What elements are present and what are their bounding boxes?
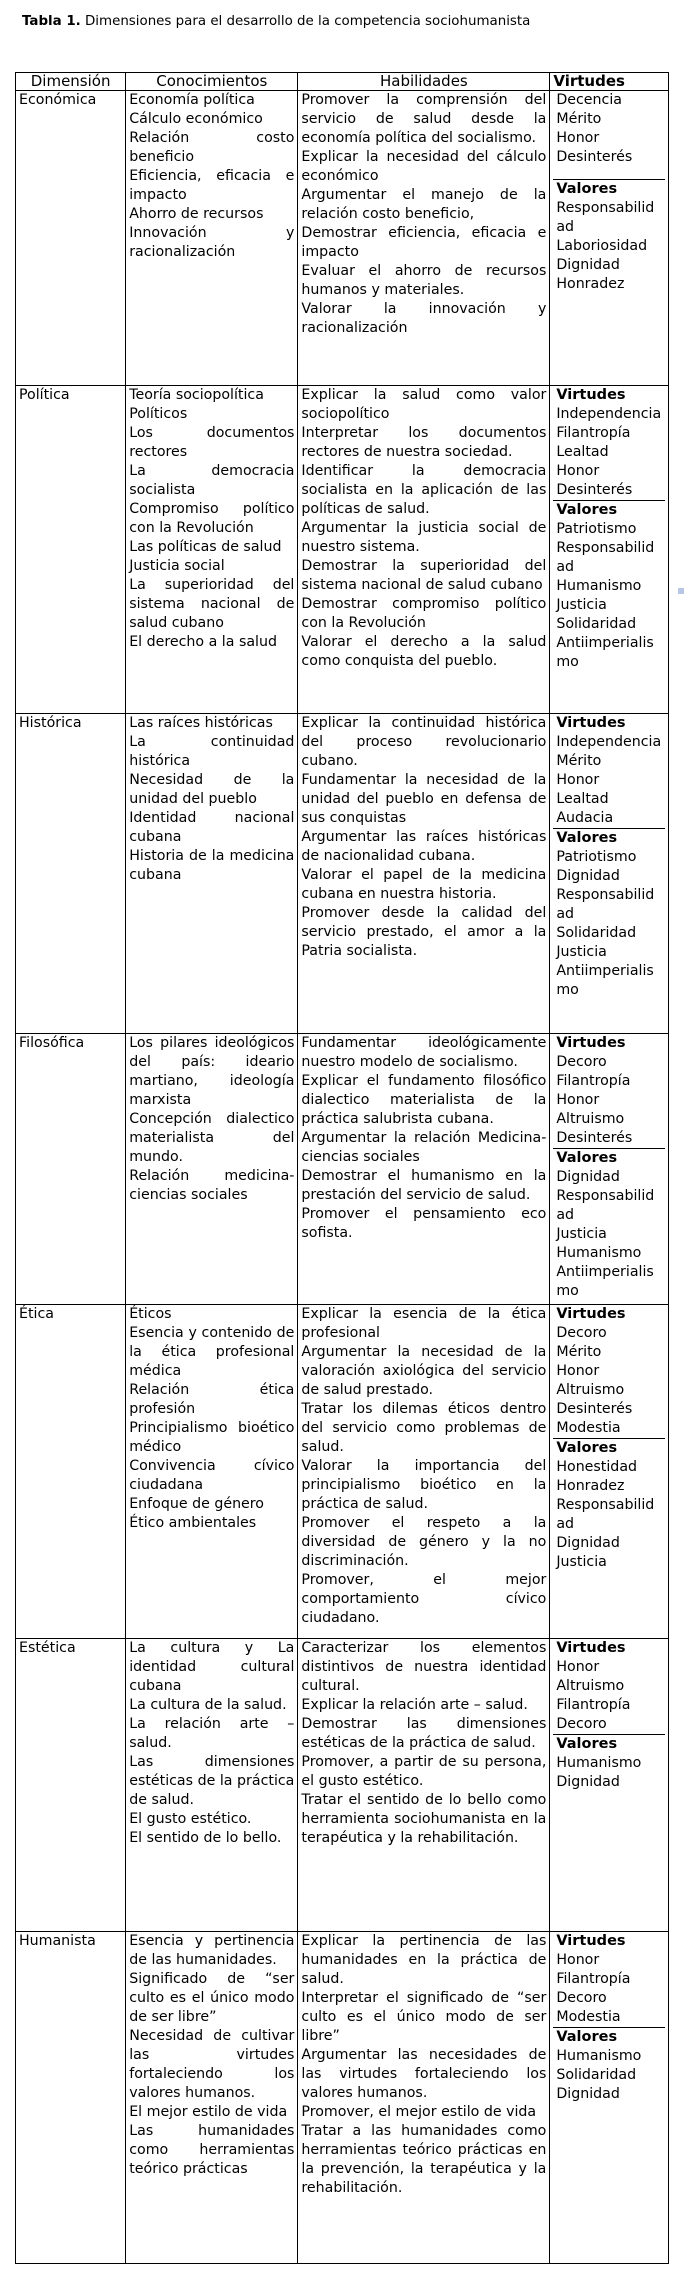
conocimientos-item: Relación medicina-ciencias sociales <box>129 1168 295 1203</box>
habilidades-item: Tratar el sentido de lo bello como herramienta sociohumanista en la terapéutica y la rehabilitación. <box>301 1792 547 1846</box>
habilidades-item: Demostrar eficiencia, eficacia e impacto <box>301 225 547 260</box>
habilidades-cell <box>298 1932 550 2264</box>
conocimientos-item: Ético ambientales <box>129 1515 257 1531</box>
habilidades-item: Argumentar la relación Medicina-ciencias sociales <box>301 1130 547 1165</box>
table-row <box>16 91 669 386</box>
virtude-item: Honor <box>556 1363 600 1379</box>
valore-item: Solidaridad <box>556 2067 637 2083</box>
dimension-cell: Histórica <box>16 714 126 1034</box>
virtudes-valores-cell <box>550 386 669 714</box>
virtudes-heading: Virtudes <box>556 1035 626 1051</box>
virtudes-heading: Virtudes <box>556 715 626 731</box>
conocimientos-item: Cálculo económico <box>129 111 263 127</box>
valore-item: Antiimperialismo <box>556 963 654 998</box>
conocimientos-item: Principialismo bioético médico <box>129 1420 295 1455</box>
conocimientos-item: Los documentos rectores <box>129 425 295 460</box>
habilidades-item: Promover el pensamiento eco sofista. <box>301 1206 547 1241</box>
habilidades-item: Explicar la esencia de la ética profesional <box>301 1306 547 1341</box>
habilidades-item: Explicar la salud como valor sociopolítico <box>301 387 547 422</box>
conocimientos-item: Teoría sociopolítica <box>129 387 264 403</box>
valores-heading: Valores <box>556 2029 618 2045</box>
conocimientos-item: El gusto estético. <box>129 1811 252 1827</box>
valores-section <box>553 179 665 294</box>
conocimientos-item: Esencia y pertinencia de las humanidades. <box>129 1933 295 1968</box>
conocimientos-item: Eficiencia, eficacia e impacto <box>129 168 295 203</box>
conocimientos-item: Las dimensiones estéticas de la práctica de salud. <box>129 1754 295 1808</box>
habilidades-item: Interpretar los documentos rectores de nuestra sociedad. <box>301 425 547 460</box>
caption-text: Dimensiones para el desarrollo de la competencia sociohumanista <box>85 14 531 29</box>
habilidades-cell <box>298 1639 550 1932</box>
virtude-item: Mérito <box>556 1344 602 1360</box>
dimension-cell: Filosófica <box>16 1034 126 1305</box>
valores-section <box>553 1734 665 1792</box>
virtude-item: Altruismo <box>556 1382 625 1398</box>
valore-item: Laboriosidad <box>556 238 648 254</box>
virtude-item: Honor <box>556 1952 600 1968</box>
virtude-item: Desinterés <box>556 1130 633 1146</box>
virtude-item: Lealtad <box>556 444 609 460</box>
conocimientos-item: El sentido de lo bello. <box>129 1830 282 1846</box>
virtude-item: Filantropía <box>556 1971 631 1987</box>
virtude-item: Mérito <box>556 753 602 769</box>
valore-item: Justicia <box>556 1226 607 1242</box>
valores-heading: Valores <box>556 502 618 518</box>
dimension-cell: Ética <box>16 1305 126 1639</box>
habilidades-item: Valorar el derecho a la salud como conquista del pueblo. <box>301 634 547 669</box>
dimension-cell: Económica <box>16 91 126 386</box>
virtude-item: Honor <box>556 1659 600 1675</box>
habilidades-item: Demostrar las dimensiones estéticas de la práctica de salud. <box>301 1716 547 1751</box>
habilidades-item: Valorar la importancia del principialismo bioético en la práctica de salud. <box>301 1458 547 1512</box>
virtude-item: Desinterés <box>556 149 633 165</box>
conocimientos-item: La continuidad histórica <box>129 734 295 769</box>
header-virtudes: Virtudes <box>550 73 669 91</box>
table-caption <box>22 14 622 30</box>
valores-section <box>553 1148 665 1301</box>
conocimientos-item: Necesidad de cultivar las virtudes fortaleciendo los valores humanos. <box>129 2028 295 2101</box>
conocimientos-cell <box>126 1305 298 1639</box>
habilidades-cell <box>298 91 550 386</box>
conocimientos-item: Esencia y contenido de la ética profesional médica <box>129 1325 295 1379</box>
virtudes-valores-cell <box>550 1639 669 1932</box>
conocimientos-item: La cultura y La identidad cultural cubana <box>129 1640 295 1694</box>
valore-item: Antiimperialismo <box>556 635 654 670</box>
valore-item: Dignidad <box>556 2086 620 2102</box>
conocimientos-item: El mejor estilo de vida <box>129 2104 288 2120</box>
habilidades-item: Promover, el mejor estilo de vida <box>301 2104 537 2120</box>
conocimientos-item: Las humanidades como herramientas teórico prácticas <box>129 2123 295 2177</box>
virtude-item: Decoro <box>556 1054 607 1070</box>
valore-item: Dignidad <box>556 1774 620 1790</box>
valore-item: Justicia <box>556 1554 607 1570</box>
virtude-item: Decencia <box>556 92 622 108</box>
conocimientos-item: Enfoque de género <box>129 1496 264 1512</box>
habilidades-item: Identificar la democracia socialista en la aplicación de las políticas de salud. <box>301 463 547 517</box>
habilidades-cell <box>298 1305 550 1639</box>
valores-section <box>553 1438 665 1572</box>
virtudes-section <box>553 714 665 828</box>
habilidades-cell <box>298 1034 550 1305</box>
table-row <box>16 1034 669 1305</box>
valore-item: Humanismo <box>556 2048 642 2064</box>
habilidades-item: Demostrar el humanismo en la prestación del servicio de salud. <box>301 1168 547 1203</box>
virtude-item: Modestia <box>556 1420 621 1436</box>
valores-heading: Valores <box>556 181 618 197</box>
valore-item: Honradez <box>556 1478 625 1494</box>
conocimientos-item: Justicia social <box>129 558 225 574</box>
header-habilidades: Habilidades <box>298 73 550 91</box>
conocimientos-item: Economía política <box>129 92 255 108</box>
virtude-item: Honor <box>556 772 600 788</box>
conocimientos-cell <box>126 1639 298 1932</box>
habilidades-item: Tratar a las humanidades como herramientas teórico prácticas en la prevención, la terapéutica y la rehabilitación. <box>301 2123 547 2196</box>
virtude-item: Altruismo <box>556 1678 625 1694</box>
virtudes-heading: Virtudes <box>556 1933 626 1949</box>
virtude-item: Mérito <box>556 111 602 127</box>
valores-section <box>553 2027 665 2104</box>
conocimientos-item: Éticos <box>129 1306 172 1322</box>
virtude-item: Honor <box>556 463 600 479</box>
virtudes-section <box>553 1305 665 1438</box>
habilidades-item: Explicar el fundamento filosófico dialectico materialista de la práctica salubrista cubana. <box>301 1073 547 1127</box>
conocimientos-cell <box>126 714 298 1034</box>
virtude-item: Honor <box>556 130 600 146</box>
conocimientos-item: Convivencia cívico ciudadana <box>129 1458 295 1493</box>
conocimientos-item: Compromiso político con la Revolución <box>129 501 295 536</box>
table-row <box>16 386 669 714</box>
virtude-item: Desinterés <box>556 1401 633 1417</box>
habilidades-item: Fundamentar ideológicamente nuestro modelo de socialismo. <box>301 1035 547 1070</box>
conocimientos-item: El derecho a la salud <box>129 634 277 650</box>
valore-item: Patriotismo <box>556 521 637 537</box>
virtude-item: Filantropía <box>556 1073 631 1089</box>
valore-item: Responsabilidad <box>556 540 655 575</box>
virtudes-valores-cell <box>550 1305 669 1639</box>
conocimientos-item: Las raíces históricas <box>129 715 273 731</box>
valore-item: Humanismo <box>556 1245 642 1261</box>
habilidades-item: Valorar la innovación y racionalización <box>301 301 547 336</box>
habilidades-item: Valorar el papel de la medicina cubana en nuestra historia. <box>301 867 547 902</box>
habilidades-item: Tratar los dilemas éticos dentro del servicio como problemas de salud. <box>301 1401 547 1455</box>
valores-heading: Valores <box>556 1440 618 1456</box>
valore-item: Dignidad <box>556 257 620 273</box>
caption-label: Tabla 1. <box>22 14 81 29</box>
virtudes-section <box>553 1932 665 2027</box>
valores-heading: Valores <box>556 1736 618 1752</box>
valore-item: Justicia <box>556 597 607 613</box>
conocimientos-item: Los pilares ideológicos del país: ideario martiano, ideología marxista <box>129 1035 295 1108</box>
conocimientos-item: Políticos <box>129 406 188 422</box>
valore-item: Humanismo <box>556 578 642 594</box>
valore-item: Dignidad <box>556 1535 620 1551</box>
habilidades-item: Promover, a partir de su persona, el gusto estético. <box>301 1754 547 1789</box>
valore-item: Solidaridad <box>556 925 637 941</box>
habilidades-item: Interpretar el significado de “ser culto es el único modo de ser libre” <box>301 1990 547 2044</box>
virtude-item: Filantropía <box>556 425 631 441</box>
conocimientos-item: Relación ética profesión <box>129 1382 295 1417</box>
conocimientos-cell <box>126 386 298 714</box>
virtudes-valores-cell <box>550 714 669 1034</box>
conocimientos-cell <box>126 1932 298 2264</box>
valore-item: Responsabilidad <box>556 1188 655 1223</box>
habilidades-item: Explicar la relación arte – salud. <box>301 1697 528 1713</box>
valore-item: Patriotismo <box>556 849 637 865</box>
virtude-item: Filantropía <box>556 1697 631 1713</box>
dimension-cell: Estética <box>16 1639 126 1932</box>
habilidades-item: Demostrar compromiso político con la Revolución <box>301 596 547 631</box>
valore-item: Responsabilidad <box>556 887 655 922</box>
habilidades-item: Fundamentar la necesidad de la unidad del pueblo en defensa de sus conquistas <box>301 772 547 826</box>
habilidades-item: Explicar la pertinencia de las humanidades en la práctica de salud. <box>301 1933 547 1987</box>
habilidades-item: Explicar la necesidad del cálculo económico <box>301 149 547 184</box>
header-conocimientos: Conocimientos <box>126 73 298 91</box>
virtudes-section <box>553 1639 665 1734</box>
virtudes-valores-cell <box>550 91 669 386</box>
valores-section <box>553 828 665 1000</box>
valore-item: Responsabilidad <box>556 1497 655 1532</box>
valore-item: Antiimperialismo <box>556 1264 654 1299</box>
virtude-item: Modestia <box>556 2009 621 2025</box>
conocimientos-item: Ahorro de recursos <box>129 206 264 222</box>
valores-section <box>553 500 665 672</box>
table-row <box>16 1932 669 2264</box>
valore-item: Dignidad <box>556 1169 620 1185</box>
header-row <box>16 73 669 91</box>
virtude-item: Decoro <box>556 1990 607 2006</box>
habilidades-item: Demostrar la superioridad del sistema nacional de salud cubano <box>301 558 547 593</box>
dimensions-table <box>15 72 669 2264</box>
virtudes-heading: Virtudes <box>556 1640 626 1656</box>
virtude-item: Altruismo <box>556 1111 625 1127</box>
conocimientos-item: Identidad nacional cubana <box>129 810 295 845</box>
conocimientos-item: Innovación y racionalización <box>129 225 295 260</box>
dimension-cell: Política <box>16 386 126 714</box>
virtude-item: Independencia <box>556 734 662 750</box>
valore-item: Justicia <box>556 944 607 960</box>
conocimientos-item: La cultura de la salud. <box>129 1697 287 1713</box>
scroll-marker <box>678 588 684 594</box>
habilidades-item: Argumentar las necesidades de las virtudes fortaleciendo los valores humanos. <box>301 2047 547 2101</box>
header-dimension: Dimensión <box>16 73 126 91</box>
conocimientos-item: La superioridad del sistema nacional de salud cubano <box>129 577 295 631</box>
conocimientos-item: Significado de “ser culto es el único modo de ser libre” <box>129 1971 295 2025</box>
habilidades-cell <box>298 714 550 1034</box>
conocimientos-item: Necesidad de la unidad del pueblo <box>129 772 295 807</box>
habilidades-cell <box>298 386 550 714</box>
conocimientos-item: Las políticas de salud <box>129 539 282 555</box>
virtudes-valores-cell <box>550 1932 669 2264</box>
virtudes-section <box>553 91 665 179</box>
valore-item: Honestidad <box>556 1459 638 1475</box>
dimension-cell: Humanista <box>16 1932 126 2264</box>
valore-item: Solidaridad <box>556 616 637 632</box>
virtudes-valores-cell <box>550 1034 669 1305</box>
conocimientos-item: Historia de la medicina cubana <box>129 848 295 883</box>
virtude-item: Lealtad <box>556 791 609 807</box>
habilidades-item: Argumentar la necesidad de la valoración axiológica del servicio de salud prestado. <box>301 1344 547 1398</box>
table-row <box>16 1639 669 1932</box>
habilidades-item: Argumentar el manejo de la relación costo beneficio, <box>301 187 547 222</box>
virtudes-heading: Virtudes <box>556 387 626 403</box>
virtude-item: Decoro <box>556 1716 607 1732</box>
habilidades-item: Promover, el mejor comportamiento cívico ciudadano. <box>301 1572 547 1626</box>
valores-heading: Valores <box>556 830 618 846</box>
valore-item: Dignidad <box>556 868 620 884</box>
valore-item: Humanismo <box>556 1755 642 1771</box>
conocimientos-cell <box>126 1034 298 1305</box>
valore-item: Honradez <box>556 276 625 292</box>
virtudes-section <box>553 386 665 500</box>
virtude-item: Independencia <box>556 406 662 422</box>
valore-item: Responsabilidad <box>556 200 655 235</box>
virtude-item: Decoro <box>556 1325 607 1341</box>
virtudes-section <box>553 1034 665 1148</box>
virtude-item: Audacia <box>556 810 614 826</box>
habilidades-item: Argumentar las raíces históricas de nacionalidad cubana. <box>301 829 547 864</box>
habilidades-item: Promover el respeto a la diversidad de género y la no discriminación. <box>301 1515 547 1569</box>
conocimientos-item: La democracia socialista <box>129 463 295 498</box>
habilidades-item: Promover la comprensión del servicio de salud desde la economía política del socialismo. <box>301 92 547 146</box>
habilidades-item: Argumentar la justicia social de nuestro sistema. <box>301 520 547 555</box>
conocimientos-item: Concepción dialectico materialista del mundo. <box>129 1111 295 1165</box>
habilidades-item: Promover desde la calidad del servicio prestado, el amor a la Patria socialista. <box>301 905 547 959</box>
table-row <box>16 714 669 1034</box>
table-row <box>16 1305 669 1639</box>
conocimientos-item: Relación costo beneficio <box>129 130 295 165</box>
conocimientos-cell <box>126 91 298 386</box>
conocimientos-item: La relación arte – salud. <box>129 1716 295 1751</box>
virtude-item: Honor <box>556 1092 600 1108</box>
valores-heading: Valores <box>556 1150 618 1166</box>
virtudes-heading: Virtudes <box>556 1306 626 1322</box>
habilidades-item: Evaluar el ahorro de recursos humanos y materiales. <box>301 263 547 298</box>
habilidades-item: Caracterizar los elementos distintivos de nuestra identidad cultural. <box>301 1640 547 1694</box>
habilidades-item: Explicar la continuidad histórica del proceso revolucionario cubano. <box>301 715 547 769</box>
virtude-item: Desinterés <box>556 482 633 498</box>
